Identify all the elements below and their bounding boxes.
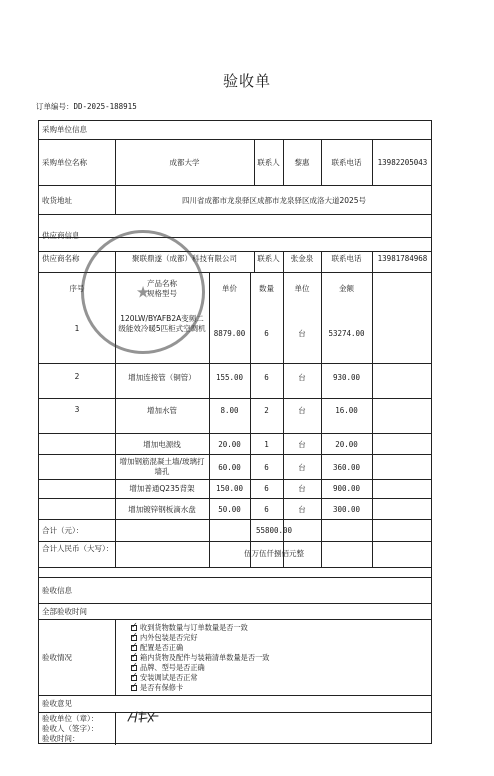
acceptance-form	[38, 120, 432, 744]
row-6-price: 150.00	[215, 484, 244, 493]
row-6-qty: 6	[264, 484, 269, 493]
row-6-unit: 台	[298, 484, 306, 493]
acceptance-time2-label: 验收时间：	[42, 734, 80, 743]
row-3-qty: 2	[264, 406, 269, 415]
row-5-qty: 6	[264, 463, 269, 472]
seal-star-icon: ★	[135, 282, 151, 302]
rmb-amount: 伍万伍仟捌佰元整	[244, 549, 304, 558]
row-1-qty: 6	[264, 329, 269, 338]
row-7-qty: 6	[264, 505, 269, 514]
acceptance-status-label: 验收情况	[42, 653, 72, 662]
row-7-name: 增加镀锌钢板滴水盘	[128, 505, 196, 514]
acceptance-section-title: 验收信息	[42, 586, 72, 595]
row-1-amount: 53274.00	[328, 329, 365, 338]
row-3-unit: 台	[298, 406, 306, 415]
row-1-no: 1	[74, 324, 80, 333]
row-2-unit: 台	[298, 373, 306, 382]
supplier-contact: 张金泉	[290, 254, 314, 263]
order-number: 订单编号：DD-2025-188915	[36, 102, 137, 111]
purchaser-contact: 黎惠	[294, 158, 310, 167]
purchaser-name: 成都大学	[169, 158, 200, 167]
col-header-amount: 金额	[339, 284, 354, 293]
address: 四川省成都市龙泉驿区成都市龙泉驿区成洛大道2025号	[181, 196, 367, 205]
col-header-unit: 单位	[294, 284, 310, 293]
row-5-price: 60.00	[218, 463, 241, 472]
row-1-unit: 台	[298, 329, 306, 338]
check-item-2[interactable]: ✓内外包装是否完好	[131, 633, 198, 642]
company-seal	[81, 230, 205, 354]
col-header-no: 序号	[69, 284, 85, 293]
col-header-qty: 数量	[259, 284, 274, 293]
row-6-name: 增加普通Q235背架	[129, 484, 195, 493]
check-item-5[interactable]: ✓品牌、型号是否正确	[131, 663, 205, 672]
supplier-name: 聚联鼎遂（成都）科技有限公司	[132, 254, 237, 263]
total-amount: 55800.00	[255, 526, 293, 535]
check-item-3[interactable]: ✓配置是否正确	[131, 643, 183, 652]
purchaser-section-title: 采购单位信息	[42, 125, 87, 134]
row-5-name: 增加钢筋混凝土墙/玻璃打墙孔	[119, 457, 205, 476]
row-6-amount: 900.00	[332, 484, 361, 493]
purchaser-phone: 13982205043	[377, 158, 428, 167]
supplier-contact-label: 联系人	[257, 254, 280, 263]
acceptance-person-label: 验收人（签字）：	[42, 724, 99, 733]
row-4-amount: 20.00	[335, 440, 358, 449]
acceptance-unit-label: 验收单位（章）：	[42, 714, 99, 723]
row-5-unit: 台	[298, 463, 306, 472]
row-4-qty: 1	[264, 440, 269, 449]
col-header-price: 单价	[222, 284, 237, 293]
acceptance-opinion-label: 验收意见	[42, 699, 72, 708]
acceptance-time-label: 全部验收时间	[42, 607, 87, 616]
row-7-price: 50.00	[218, 505, 241, 514]
supplier-phone: 13981784968	[377, 254, 428, 263]
total-label: 合计（元）：	[42, 526, 84, 535]
check-item-4[interactable]: ✓箱内货物及配件与装箱清单数量是否一致	[131, 653, 269, 662]
purchaser-phone-label: 联系电话	[331, 158, 362, 167]
row-7-amount: 300.00	[332, 505, 361, 514]
supplier-phone-label: 联系电话	[331, 254, 362, 263]
page-title: 验收单	[222, 72, 271, 90]
check-item-6[interactable]: ✓安装调试是否正常	[131, 673, 198, 682]
supplier-name-label: 供应商名称	[42, 254, 80, 263]
row-2-no: 2	[74, 372, 80, 381]
row-7-unit: 台	[298, 505, 306, 514]
check-item-7[interactable]: ✓是否有保修卡	[131, 683, 183, 692]
purchaser-contact-label: 联系人	[257, 158, 280, 167]
row-3-name: 增加水管	[147, 406, 177, 415]
purchaser-name-label: 采购单位名称	[42, 158, 87, 167]
row-3-no: 3	[74, 405, 80, 414]
row-4-name: 增加电源线	[143, 440, 181, 449]
address-label: 收货地址	[42, 196, 72, 205]
row-3-price: 8.00	[220, 406, 239, 415]
check-item-1[interactable]: ✓收到货物数量与订单数量是否一致	[131, 623, 248, 632]
checkbox-checked-icon	[131, 685, 137, 691]
rmb-label: 合计人民币（大写）：	[42, 544, 114, 553]
row-4-price: 20.00	[218, 440, 241, 449]
row-4-unit: 台	[298, 440, 306, 449]
row-5-amount: 360.00	[332, 463, 361, 472]
row-1-name: 120LW/BYAFB2A变频二级能效冷暖5匹柜式空调机	[118, 314, 206, 333]
supplier-section-title: 供应商信息	[42, 231, 80, 240]
row-2-amount: 930.00	[332, 373, 361, 382]
row-3-amount: 16.00	[335, 406, 358, 415]
row-1-price: 8879.00	[213, 329, 246, 338]
row-2-price: 155.00	[215, 373, 244, 382]
row-2-name: 增加连接管（铜管）	[128, 373, 196, 382]
row-2-qty: 6	[264, 373, 269, 382]
handwritten-signature	[126, 710, 160, 724]
col-header-name: 产品名称 规格型号	[147, 279, 177, 298]
